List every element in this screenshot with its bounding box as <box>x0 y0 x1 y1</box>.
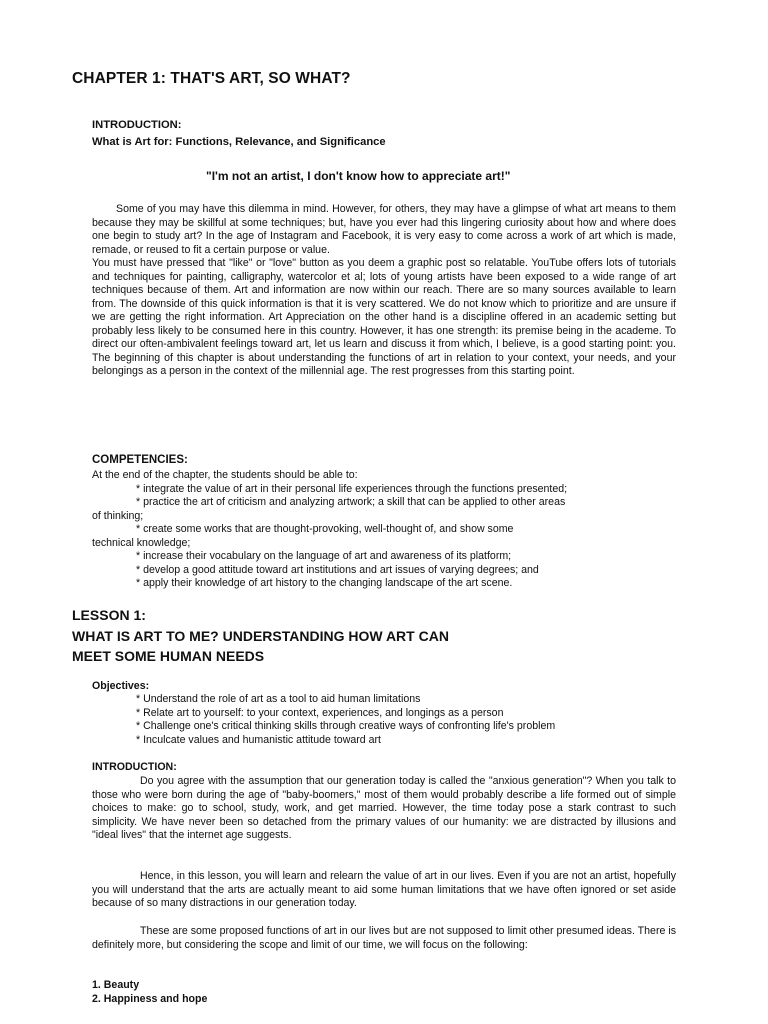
competencies-lead: At the end of the chapter, the students should be able to: <box>92 469 358 481</box>
lesson-intro-p3 <box>92 925 676 952</box>
function-item-happiness: 2. Happiness and hope <box>92 992 208 1005</box>
function-item-beauty: 1. Beauty <box>92 979 140 991</box>
competency-item-continued: technical knowledge; <box>92 536 191 549</box>
lesson-intro-paragraph-2: Hence, in this lesson, you will learn and relearn the value of art in our lives. Even if you are not an artist, hopefully you will understand that the arts are actually meant to aid some human limitations that we have often ignored or set aside because of so many distractions in our generation today. <box>92 870 676 909</box>
intro-heading: INTRODUCTION: <box>92 119 182 131</box>
competency-item: * integrate the value of art in their personal life experiences through the functions presented; <box>136 482 568 495</box>
chapter-title: CHAPTER 1: THAT'S ART, SO WHAT? <box>72 70 351 87</box>
intro-paragraph-1: Some of you may have this dilemma in mind. However, for others, they may have a glimpse of what art means to them because they may be skillful at some techniques; but, have you ever had this lingering curiosity about how and where does one begin to study art? In the age of Instagram and Facebook, it is very easy to come across a work of art which is made, remade, or reused to fit a certain purpose or value. <box>92 203 676 256</box>
lesson-label: LESSON 1: <box>72 607 146 623</box>
lesson-title <box>72 605 449 667</box>
intro-subheading: What is Art for: Functions, Relevance, and Significance <box>92 136 386 148</box>
competency-item: * develop a good attitude toward art institutions and art issues of varying degrees; and <box>136 563 539 576</box>
objectives-list <box>136 693 696 747</box>
competency-item: * increase their vocabulary on the language of art and awareness of its platform; <box>136 550 512 562</box>
lesson-intro-heading: INTRODUCTION: <box>92 761 177 773</box>
intro-body <box>92 203 676 379</box>
objective-item: * Understand the role of art as a tool to aid human limitations <box>136 693 421 705</box>
competencies-heading: COMPETENCIES: <box>92 454 188 466</box>
competency-item: * practice the art of criticism and analyzing artwork; a skill that can be applied to other areas <box>136 496 566 508</box>
objectives-heading: Objectives: <box>92 680 150 692</box>
objective-item: * Inculcate values and humanistic attitude toward art <box>136 733 381 746</box>
competency-item: * apply their knowledge of art history to the changing landscape of the art scene. <box>136 577 513 589</box>
competencies-list <box>92 469 676 591</box>
lesson-intro-p1 <box>92 775 676 843</box>
intro-paragraph-2: You must have pressed that "like" or "love" button as you deem a graphic post so relatable. YouTube offers lots of tutorials and techniques for painting, calligraphy, watercolor et al; lots of young artists have been exposed to a wide range of art techniques because of them. Art and information are now within our reach. There are so many sources available to learn from. The downside of this quick information is that it is very scattered. We do not know which to prioritize and are unsure if we are getting the right information. Art Appreciation on the other hand is a discipline offered in an academic setting but probably less likely to be consumed here in this country. However, it has one strength: its premise being in the academe. To direct our often-ambivalent feelings toward art, let us learn and discuss it from which, I believe, is a good starting point: you. The beginning of this chapter is about understanding the functions of art in relation to your context, your needs, and your belongings as a person in the context of the millennial age. The rest progresses from this starting point. <box>92 257 676 377</box>
lesson-intro-paragraph-1: Do you agree with the assumption that our generation today is called the "anxious generation"? When you talk to those who were born during the age of "baby-boomers," most of them would probably describe a life formed out of simple choices to make: go to school, study, work, and get married. However, the time today pose a stark contrast to such simplicity. We have never been so detached from the primary values of our humanity: we are distracted by illusions and "ideal lives" that the internet age suggests. <box>92 775 676 841</box>
lesson-intro-paragraph-3: These are some proposed functions of art in our lives but are not supposed to limit other presumed ideas. There is definitely more, but considering the scope and limit of our time, we will focus on the following: <box>92 925 676 951</box>
competency-item-continued: of thinking; <box>92 509 144 522</box>
lesson-intro-p2 <box>92 870 676 911</box>
objective-item: * Challenge one's critical thinking skills through creative ways of confronting life's problem <box>136 720 556 732</box>
lesson-title-line-1: WHAT IS ART TO ME? UNDERSTANDING HOW ART CAN <box>72 627 449 644</box>
lesson-title-line-2: MEET SOME HUMAN NEEDS <box>72 648 265 664</box>
intro-quote: "I'm not an artist, I don't know how to appreciate art!" <box>206 169 511 183</box>
functions-list <box>92 979 207 1006</box>
objective-item: * Relate art to yourself: to your context, experiences, and longings as a person <box>136 706 504 719</box>
competency-item: * create some works that are thought-provoking, well-thought of, and show some <box>136 523 514 535</box>
